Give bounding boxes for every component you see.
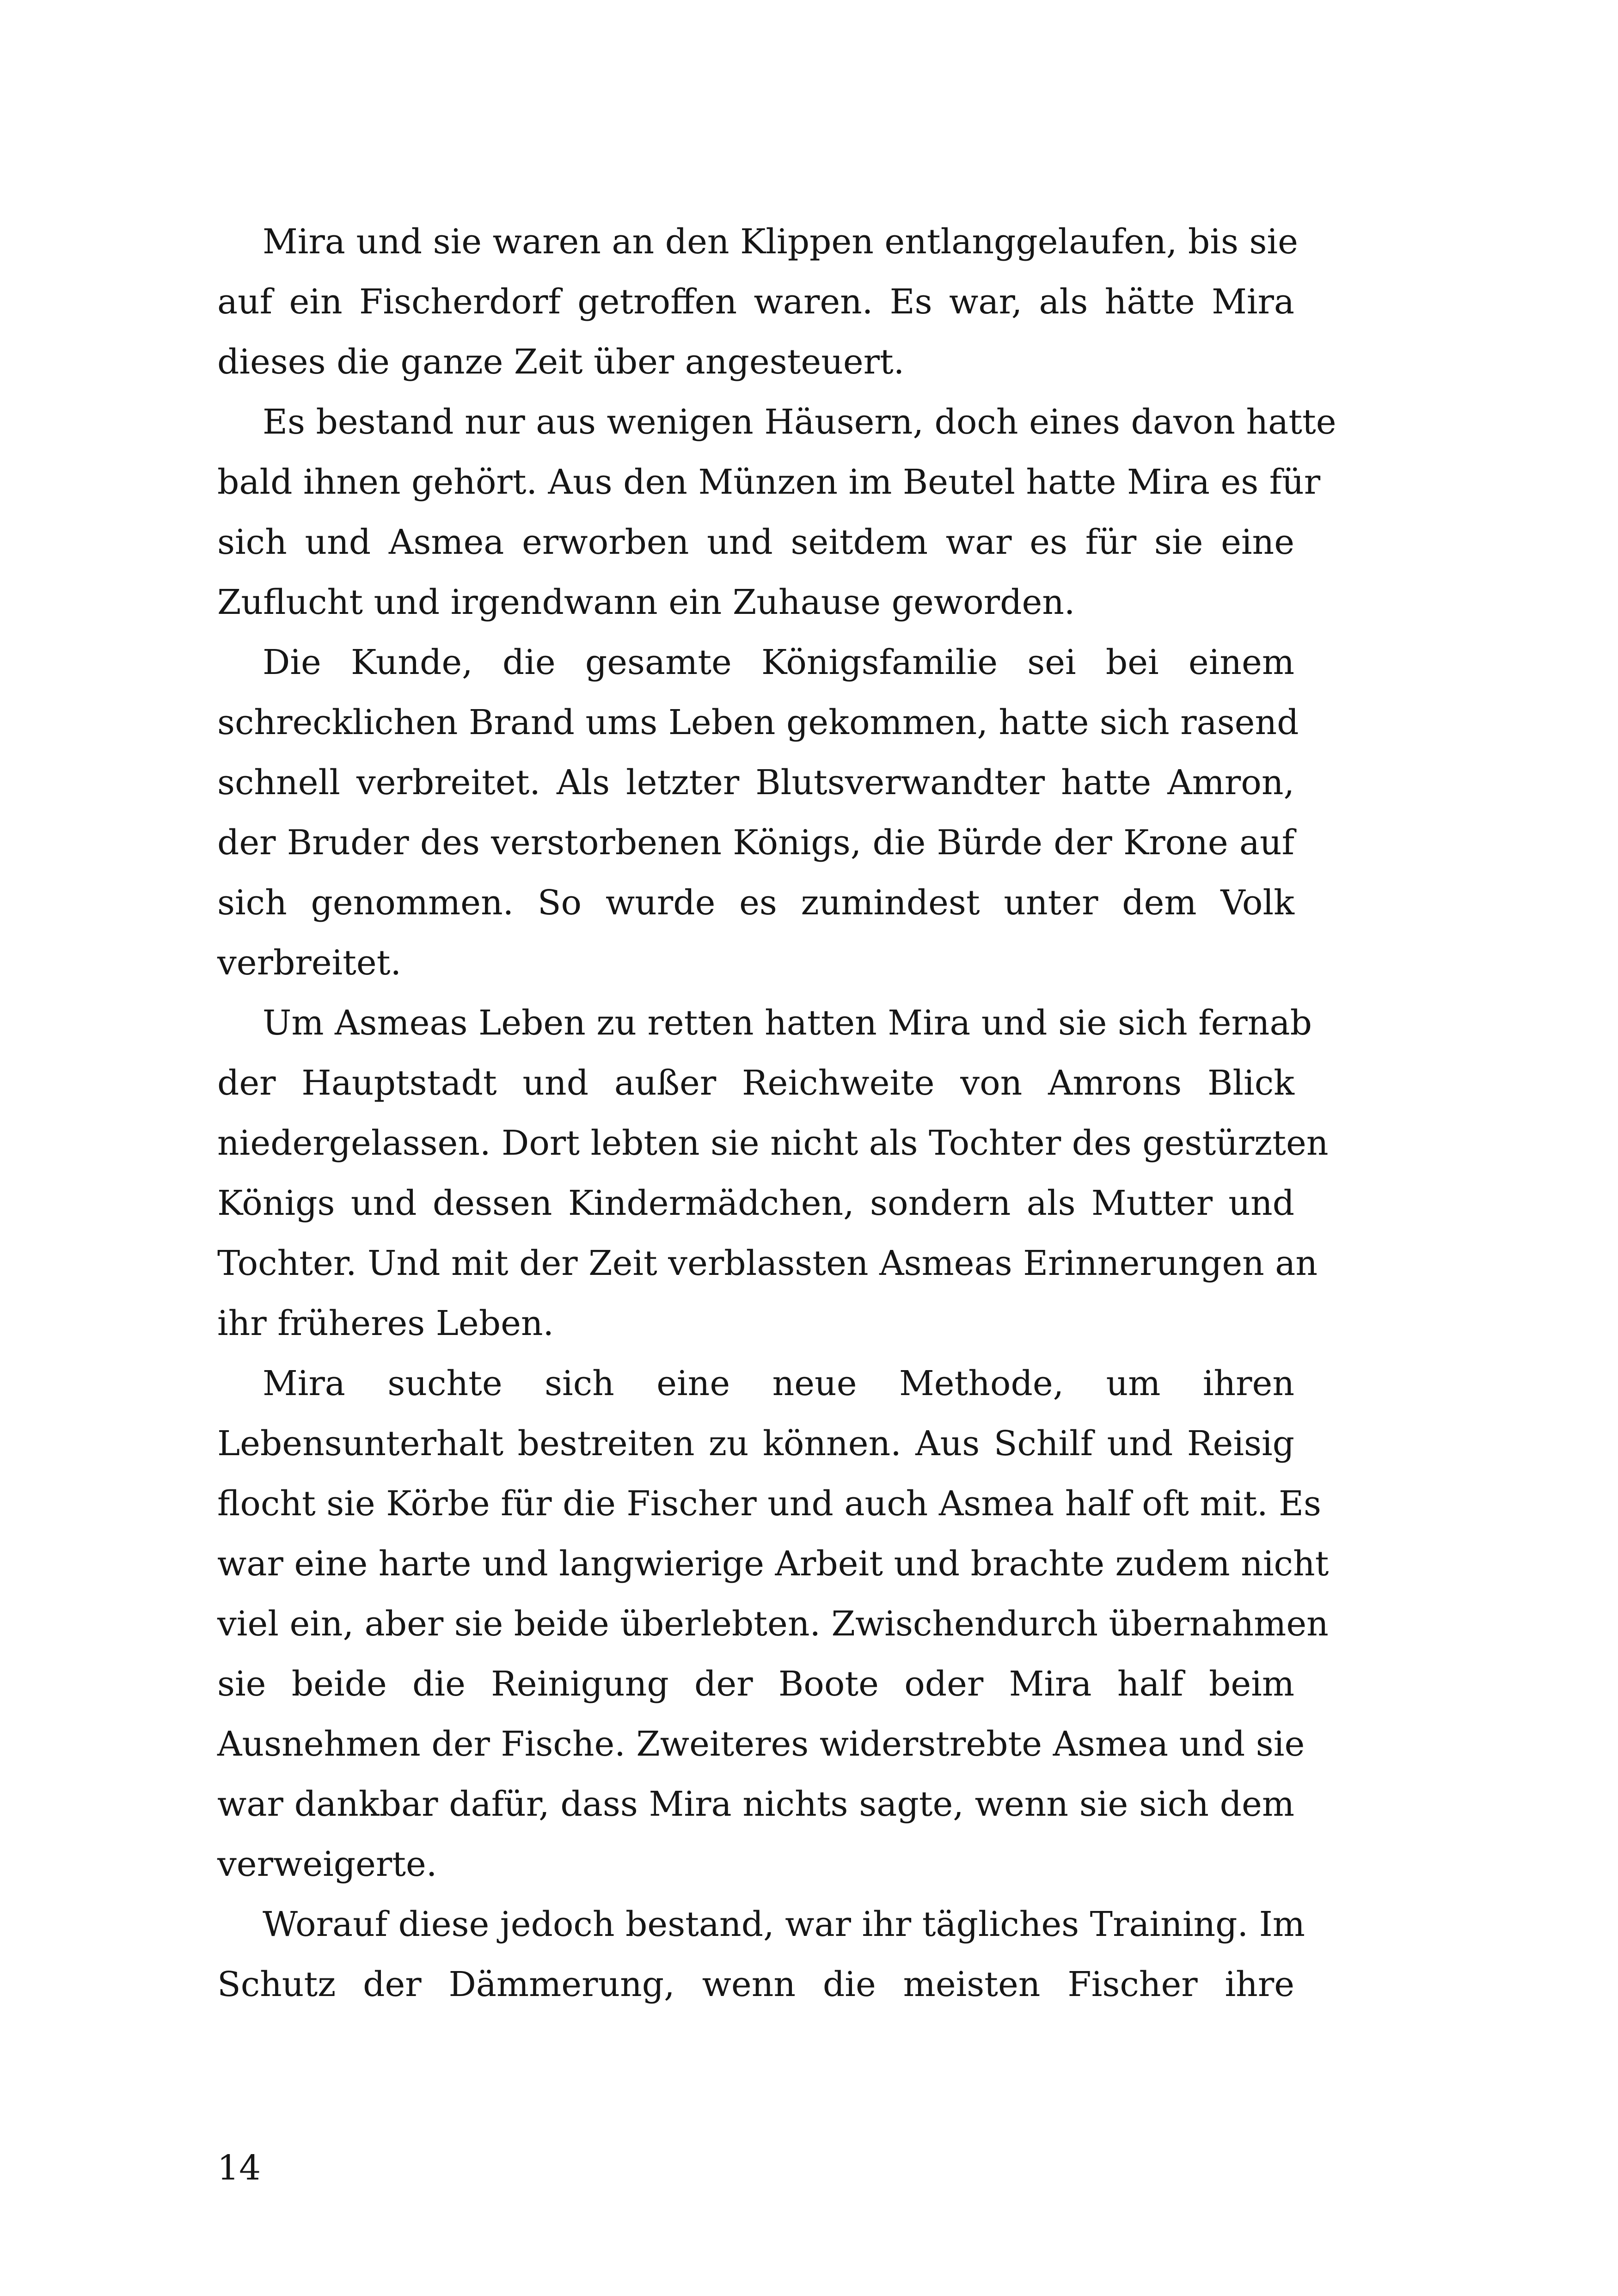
text-line: Tochter. Und mit der Zeit verblassten Asmeas Erinnerungen an (217, 1243, 1318, 1283)
text-line: sich und Asmea erworben und seitdem war es für sie eine (217, 522, 1294, 562)
text-line: Königs und dessen Kindermädchen, sondern als Mutter und (217, 1183, 1294, 1223)
text-line: Mira suchte sich eine neue Methode, um ihren (263, 1364, 1294, 1403)
text-line: der Bruder des verstorbenen Königs, die Bürde der Krone auf (217, 823, 1294, 863)
text-line: Die Kunde, die gesamte Königsfamilie sei bei einem (263, 643, 1294, 682)
text-line: Ausnehmen der Fische. Zweiteres widerstrebte Asmea und sie (217, 1724, 1305, 1764)
text-line: niedergelassen. Dort lebten sie nicht als Tochter des gestürzten (217, 1123, 1329, 1163)
text-line: viel ein, aber sie beide überlebten. Zwischendurch übernahmen (217, 1604, 1329, 1644)
text-line: schnell verbreitet. Als letzter Blutsverwandter hatte Amron, (217, 763, 1294, 802)
text-line: Es bestand nur aus wenigen Häusern, doch eines davon hatte (263, 402, 1336, 442)
text-line: schrecklichen Brand ums Leben gekommen, hatte sich rasend (217, 703, 1299, 742)
text-line: Zuflucht und irgendwann ein Zuhause geworden. (217, 582, 1075, 622)
text-line: sich genommen. So wurde es zumindest unter dem Volk (217, 883, 1294, 923)
text-line: verbreitet. (217, 943, 401, 983)
paragraph (217, 632, 1299, 993)
text-line: Worauf diese jedoch bestand, war ihr tägliches Training. Im (263, 1904, 1305, 1944)
text-line: war eine harte und langwierige Arbeit und brachte zudem nicht (217, 1544, 1329, 1584)
text-line: Um Asmeas Leben zu retten hatten Mira und sie sich fernab (263, 1003, 1312, 1043)
page-number: 14 (217, 2148, 261, 2188)
text-line: Mira und sie waren an den Klippen entlanggelaufen, bis sie (263, 222, 1298, 262)
body-text (217, 212, 1336, 2014)
text-line: der Hauptstadt und außer Reichweite von Amrons Blick (217, 1063, 1294, 1103)
text-line: Schutz der Dämmerung, wenn die meisten Fischer ihre (217, 1965, 1294, 2004)
text-line: ihr früheres Leben. (217, 1304, 554, 1343)
text-line: bald ihnen gehört. Aus den Münzen im Beutel hatte Mira es für (217, 462, 1321, 502)
text-line: auf ein Fischerdorf getroffen waren. Es war, als hätte Mira (217, 282, 1294, 322)
text-line: flocht sie Körbe für die Fischer und auch Asmea half oft mit. Es (217, 1484, 1322, 1524)
paragraph (217, 392, 1336, 632)
text-line: dieses die ganze Zeit über angesteuert. (217, 342, 905, 382)
paragraph (217, 1894, 1305, 2014)
paragraph (217, 212, 1298, 392)
text-line: sie beide die Reinigung der Boote oder Mira half beim (217, 1664, 1294, 1704)
text-line: Lebensunterhalt bestreiten zu können. Aus Schilf und Reisig (217, 1424, 1294, 1463)
text-line: verweigerte. (217, 1844, 437, 1884)
text-line: war dankbar dafür, dass Mira nichts sagte, wenn sie sich dem (217, 1784, 1294, 1824)
paragraph (217, 993, 1329, 1353)
paragraph (217, 1353, 1329, 1894)
